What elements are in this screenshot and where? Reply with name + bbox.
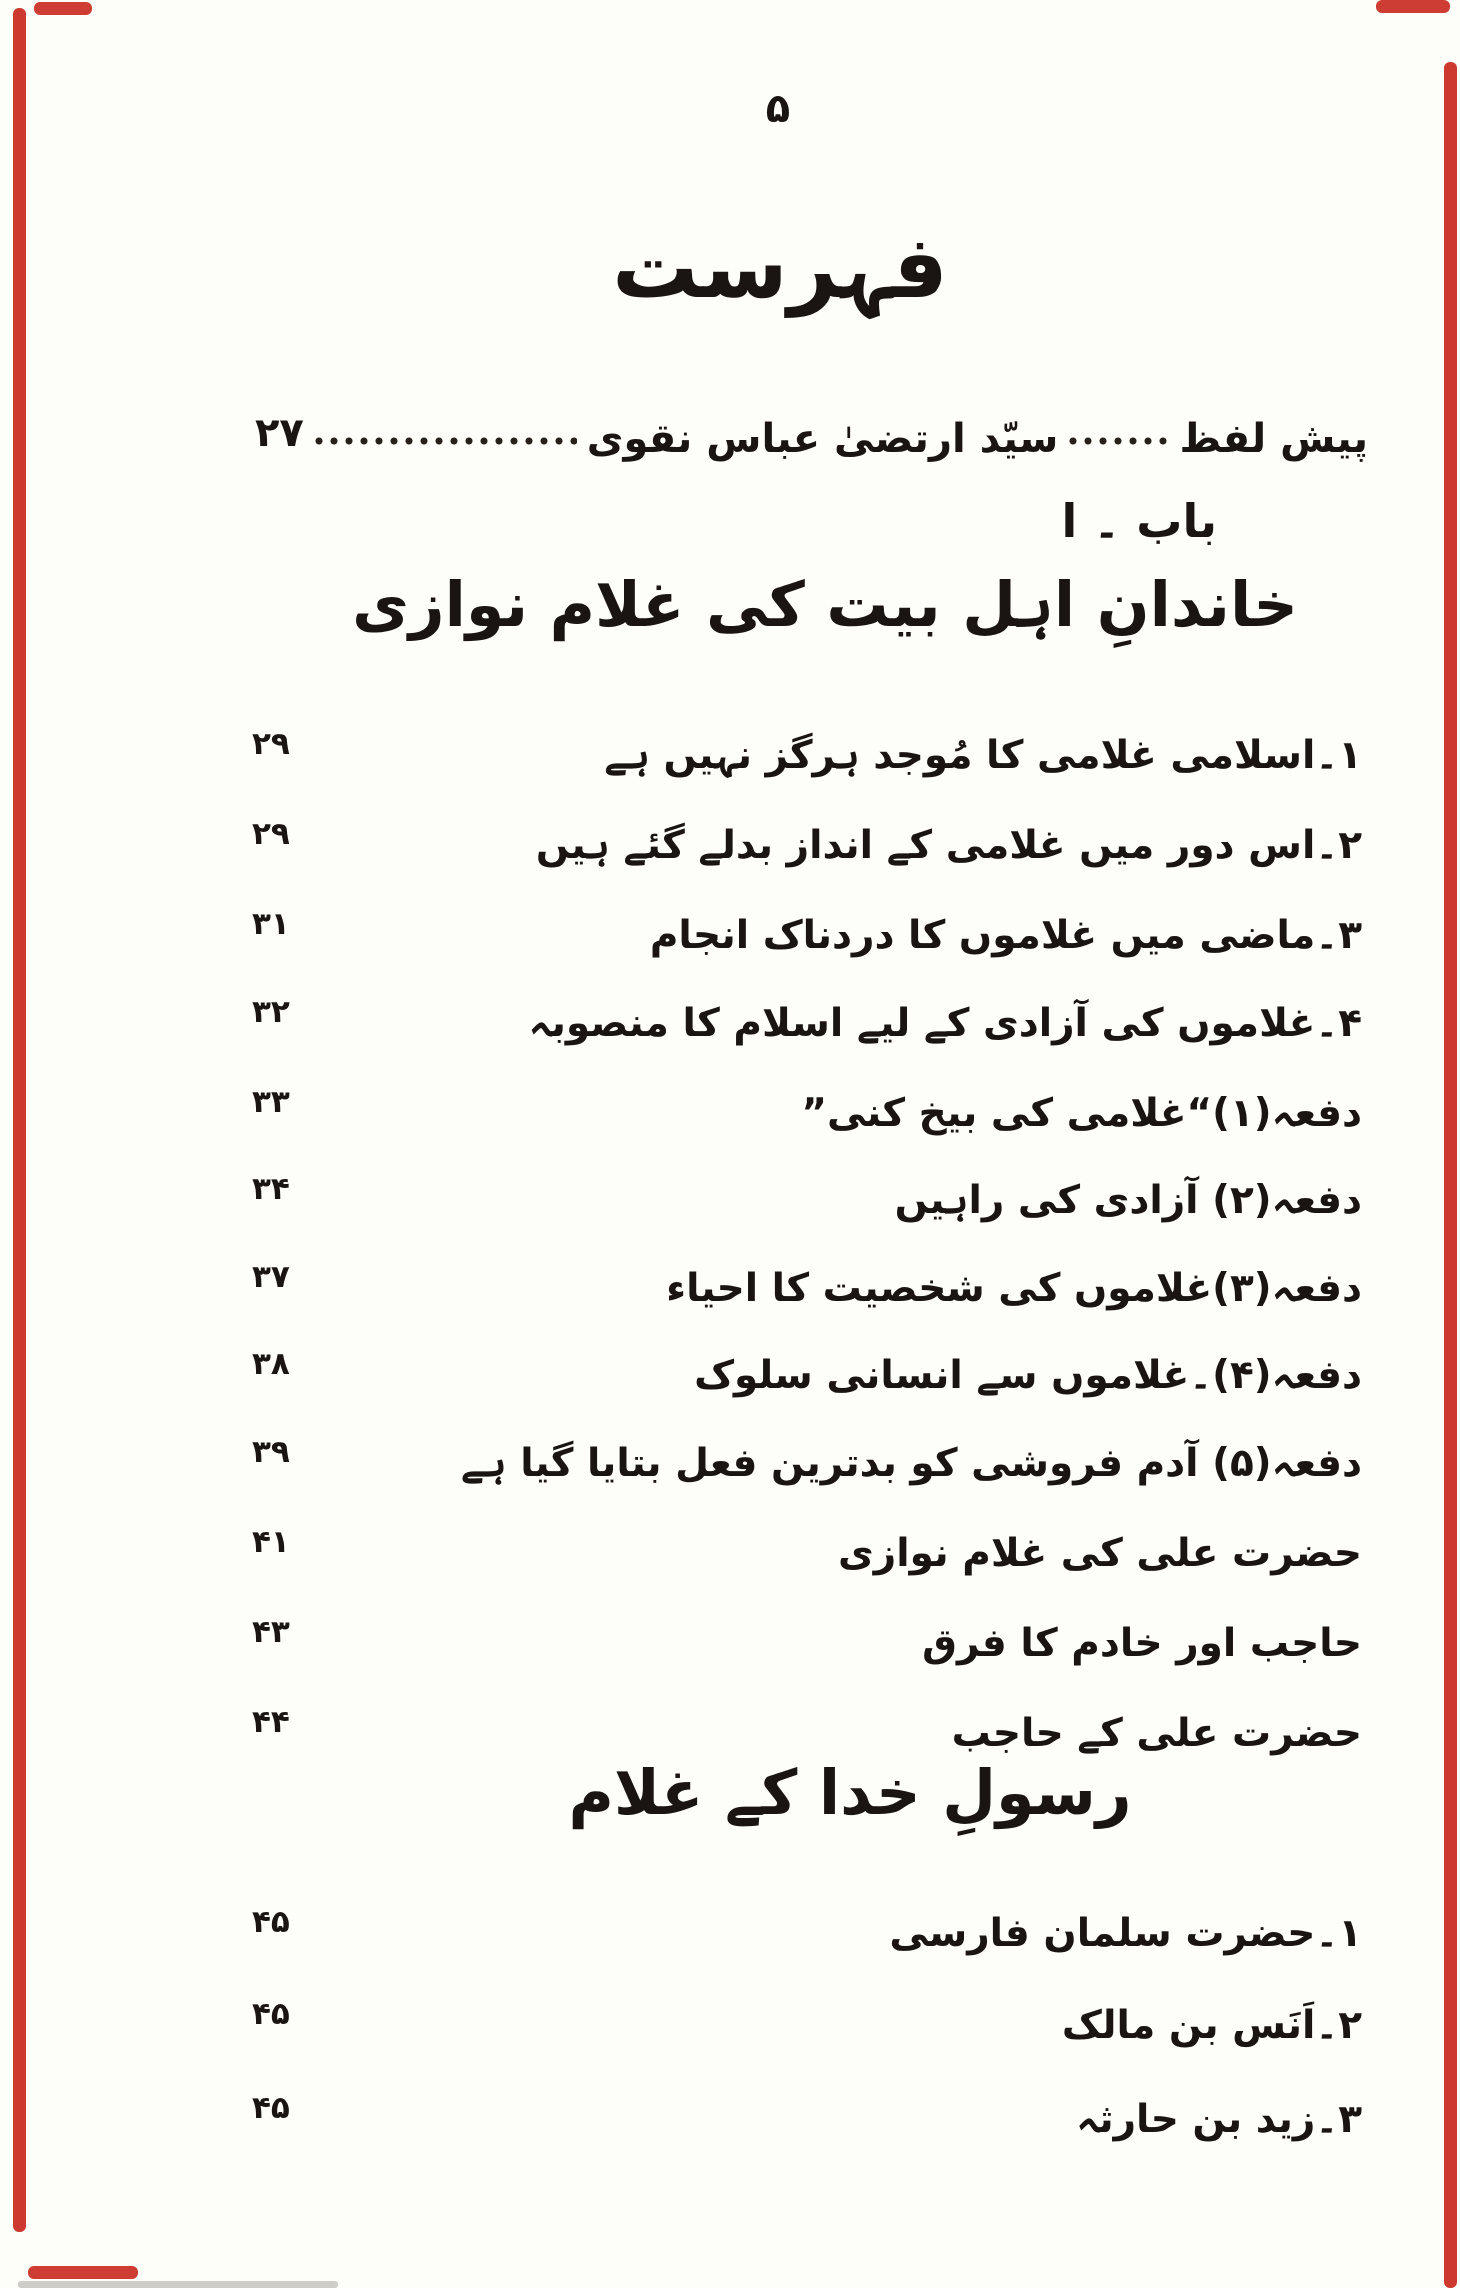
toc-item-title: دفعہ(۳)غلاموں کی شخصیت کا احیاء [666, 1266, 1362, 1311]
toc-item-title: ۱۔اسلامی غلامی کا مُوجد ہرگز نہیں ہے [604, 733, 1362, 778]
toc-item-page-number: ۴۵ [252, 1904, 290, 1940]
toc-item-page-number: ۴۱ [252, 1524, 290, 1560]
toc-item-page-number: ۲۹ [252, 816, 290, 852]
toc-item-page-number: ۳۱ [252, 906, 290, 942]
page-number: ۵ [765, 86, 791, 132]
toc-row [0, 898, 1362, 982]
toc-item-title: دفعہ(۴)۔غلاموں سے انسانی سلوک [694, 1353, 1362, 1398]
toc-item-page-number: ۳۴ [252, 1171, 290, 1207]
red-edge-bottom-left [28, 2266, 138, 2279]
toc-item-title: ۳۔ماضی میں غلاموں کا دردناک انجام [649, 913, 1362, 958]
toc-row [0, 808, 1362, 892]
toc-item-page-number: ۴۳ [252, 1614, 290, 1650]
toc-item-title: حاجب اور خادم کا فرق [922, 1621, 1362, 1666]
dotted-leader [314, 436, 577, 446]
toc-row [0, 1696, 1362, 1780]
toc-item-title: دفعہ(۲) آزادی کی راہیں [894, 1178, 1362, 1223]
toc-item-page-number: ۴۴ [252, 1704, 290, 1740]
toc-row [0, 1988, 1362, 2072]
preface-label: پیش لفظ [1179, 416, 1368, 462]
toc-row [0, 986, 1362, 1070]
toc-row [0, 2082, 1362, 2166]
toc-item-page-number: ۳۷ [252, 1259, 290, 1295]
toc-item-title: ۴۔غلاموں کی آزادی کے لیے اسلام کا منصوبہ [528, 1001, 1362, 1046]
toc-row [0, 1076, 1362, 1160]
toc-row [0, 1606, 1362, 1690]
preface-row [255, 390, 1368, 462]
toc-item-title: ۱۔حضرت سلمان فارسی [889, 1911, 1362, 1956]
toc-item-page-number: ۳۸ [252, 1346, 290, 1382]
toc-item-page-number: ۲۹ [252, 726, 290, 762]
dotted-leader [1068, 436, 1169, 446]
toc-row [0, 1516, 1362, 1600]
page-title: فہرست [612, 218, 948, 318]
red-edge-right [1444, 62, 1457, 2288]
toc-item-title: دفعہ(۵) آدم فروشی کو بدترین فعل بتایا گیا ہے [460, 1441, 1362, 1486]
red-edge-top-left [34, 2, 92, 15]
toc-item-page-number: ۴۵ [252, 2090, 290, 2126]
toc-row [0, 1163, 1362, 1247]
preface-page-number: ۲۷ [255, 410, 304, 456]
toc-item-page-number: ۳۹ [252, 1434, 290, 1470]
toc-row [0, 1896, 1362, 1980]
toc-item-title: ۲۔اَنَس بن مالک [1061, 2003, 1362, 2048]
toc-item-title: حضرت علی کے حاجب [951, 1711, 1362, 1756]
section-heading: رسولِ خدا کے غلام [568, 1756, 1132, 1829]
red-edge-top-right [1376, 0, 1450, 13]
chapter-label: باب ۔ ا [1061, 494, 1217, 548]
preface-author: سیّد ارتضیٰ عباس نقوی [586, 416, 1059, 462]
section-heading: خاندانِ اہل بیت کی غلام نوازی [352, 568, 1298, 641]
toc-item-page-number: ۳۳ [252, 1084, 290, 1120]
toc-row [0, 1426, 1362, 1510]
toc-item-title: ۳۔زید بن حارثہ [1076, 2097, 1362, 2142]
toc-item-page-number: ۳۲ [252, 994, 290, 1030]
toc-item-page-number: ۴۵ [252, 1996, 290, 2032]
toc-item-title: ۲۔اس دور میں غلامی کے انداز بدلے گئے ہیں [535, 823, 1362, 868]
toc-row [0, 1338, 1362, 1422]
toc-item-title: دفعہ(۱)“غلامی کی بیخ کنی” [801, 1091, 1362, 1136]
toc-row [0, 718, 1362, 802]
scan-smudge [18, 2281, 338, 2288]
toc-row [0, 1251, 1362, 1335]
toc-item-title: حضرت علی کی غلام نوازی [838, 1531, 1362, 1576]
